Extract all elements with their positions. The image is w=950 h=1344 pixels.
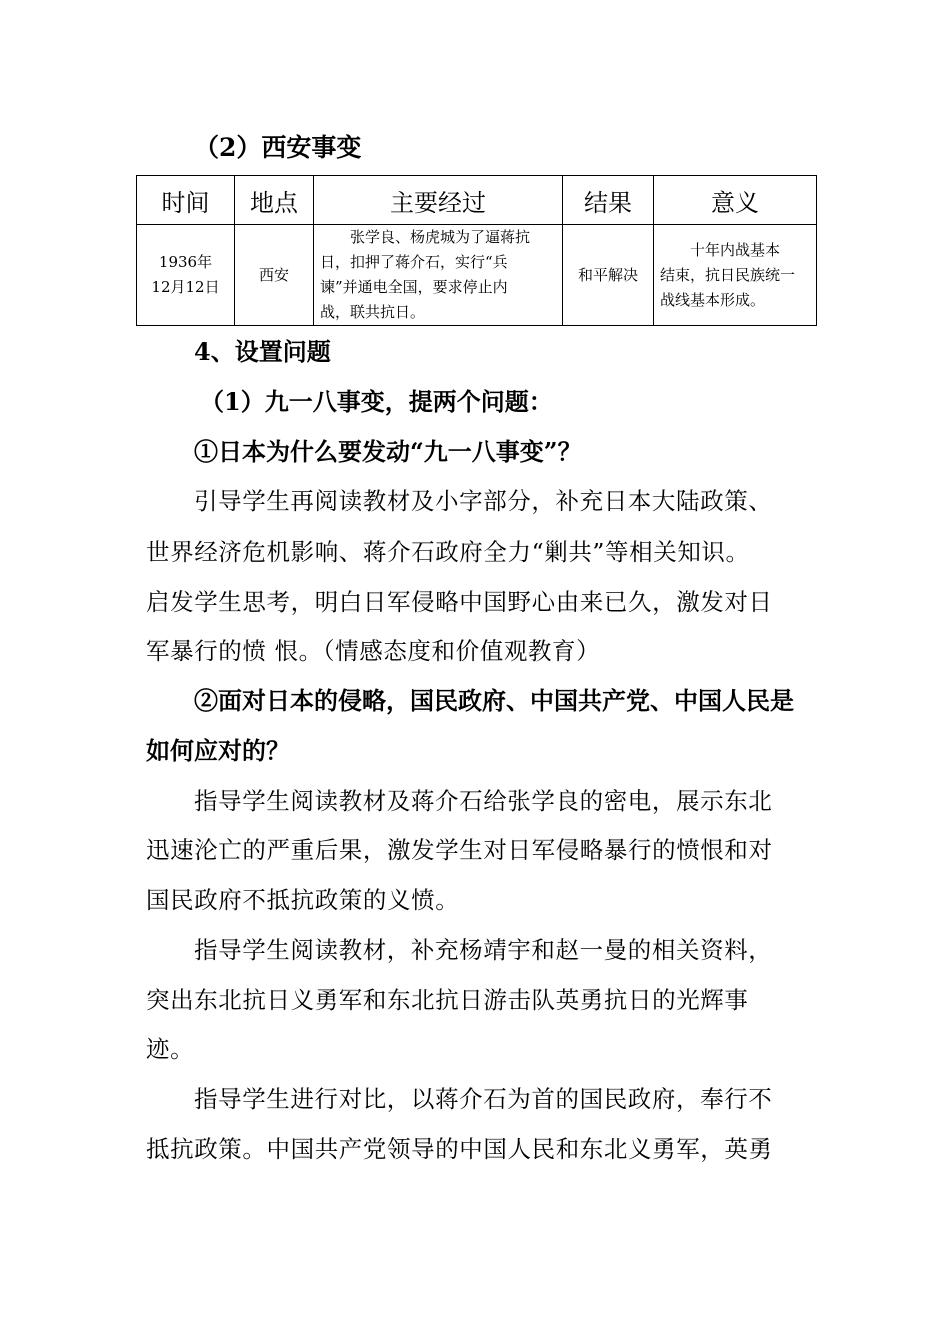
table-header-row [137,176,817,225]
sub-heading-1: （1）九一八事变，提两个问题： [200,387,553,416]
para-2-line-2: 迅速沦亡的严重后果，激发学生对日军侵略暴行的愤恨和对 [146,836,773,864]
table-row [137,225,817,326]
para-2-line-3: 国民政府不抵抗政策的义愤。 [146,886,460,914]
heading-4: 4、设置问题 [194,337,331,366]
para-1-line-2: 世界经济危机影响、蒋介石政府全力“剿共”等相关知识。 [146,538,750,566]
para-3-line-3: 迹。 [146,1035,195,1063]
para-2-line-1: 指导学生阅读教材及蒋介石给张学良的密电，展示东北 [194,787,773,815]
process-line-4: 战，联共抗日。 [320,303,426,321]
time-line-1: 1936年 [158,253,213,271]
question-2-line-2: 如何应对的？ [146,736,290,765]
para-3-line-2: 突出东北抗日义勇军和东北抗日游击队英勇抗日的光辉事 [146,986,749,1014]
para-4-line-1: 指导学生进行对比，以蒋介石为首的国民政府，奉行不 [194,1085,773,1113]
cell-time [137,225,235,326]
para-1-line-4: 军暴行的愤 恨。（情感态度和价值观教育） [146,637,601,665]
header-process: 主要经过 [314,176,563,225]
section-title: （2）西安事变 [194,133,362,162]
para-3-line-1: 指导学生阅读教材，补充杨靖宇和赵一曼的相关资料， [194,936,773,964]
header-time: 时间 [137,176,235,225]
xian-incident-table [136,175,817,326]
meaning-line-3: 战线基本形成。 [660,290,766,309]
process-line-3: 谏”并通电全国，要求停止内 [320,278,508,296]
para-1-line-3: 启发学生思考，明白日军侵略中国野心由来已久，激发对日 [146,588,773,616]
cell-place: 西安 [235,225,314,326]
process-line-1: 张学良、杨虎城为了逼蒋抗 [350,228,531,246]
meaning-line-1: 十年内战基本 [690,240,781,259]
meaning-line-2: 结束，抗日民族统一 [660,265,796,284]
header-result: 结果 [563,176,654,225]
cell-process [314,225,563,326]
time-line-2: 12月12日 [151,278,220,296]
process-line-2: 日，扣押了蒋介石，实行“兵 [320,253,508,271]
cell-meaning [654,225,817,326]
question-2-line-1: ②面对日本的侵略，国民政府、中国共产党、中国人民是 [194,686,794,715]
header-place: 地点 [235,176,314,225]
para-4-line-2: 抵抗政策。中国共产党领导的中国人民和东北义勇军，英勇 [146,1135,773,1163]
para-1-line-1: 引导学生再阅读教材及小字部分，补充日本大陆政策、 [194,487,773,515]
cell-result: 和平解决 [563,225,654,326]
header-meaning: 意义 [654,176,817,225]
question-1: ①日本为什么要发动“九一八事变”？ [194,437,582,466]
